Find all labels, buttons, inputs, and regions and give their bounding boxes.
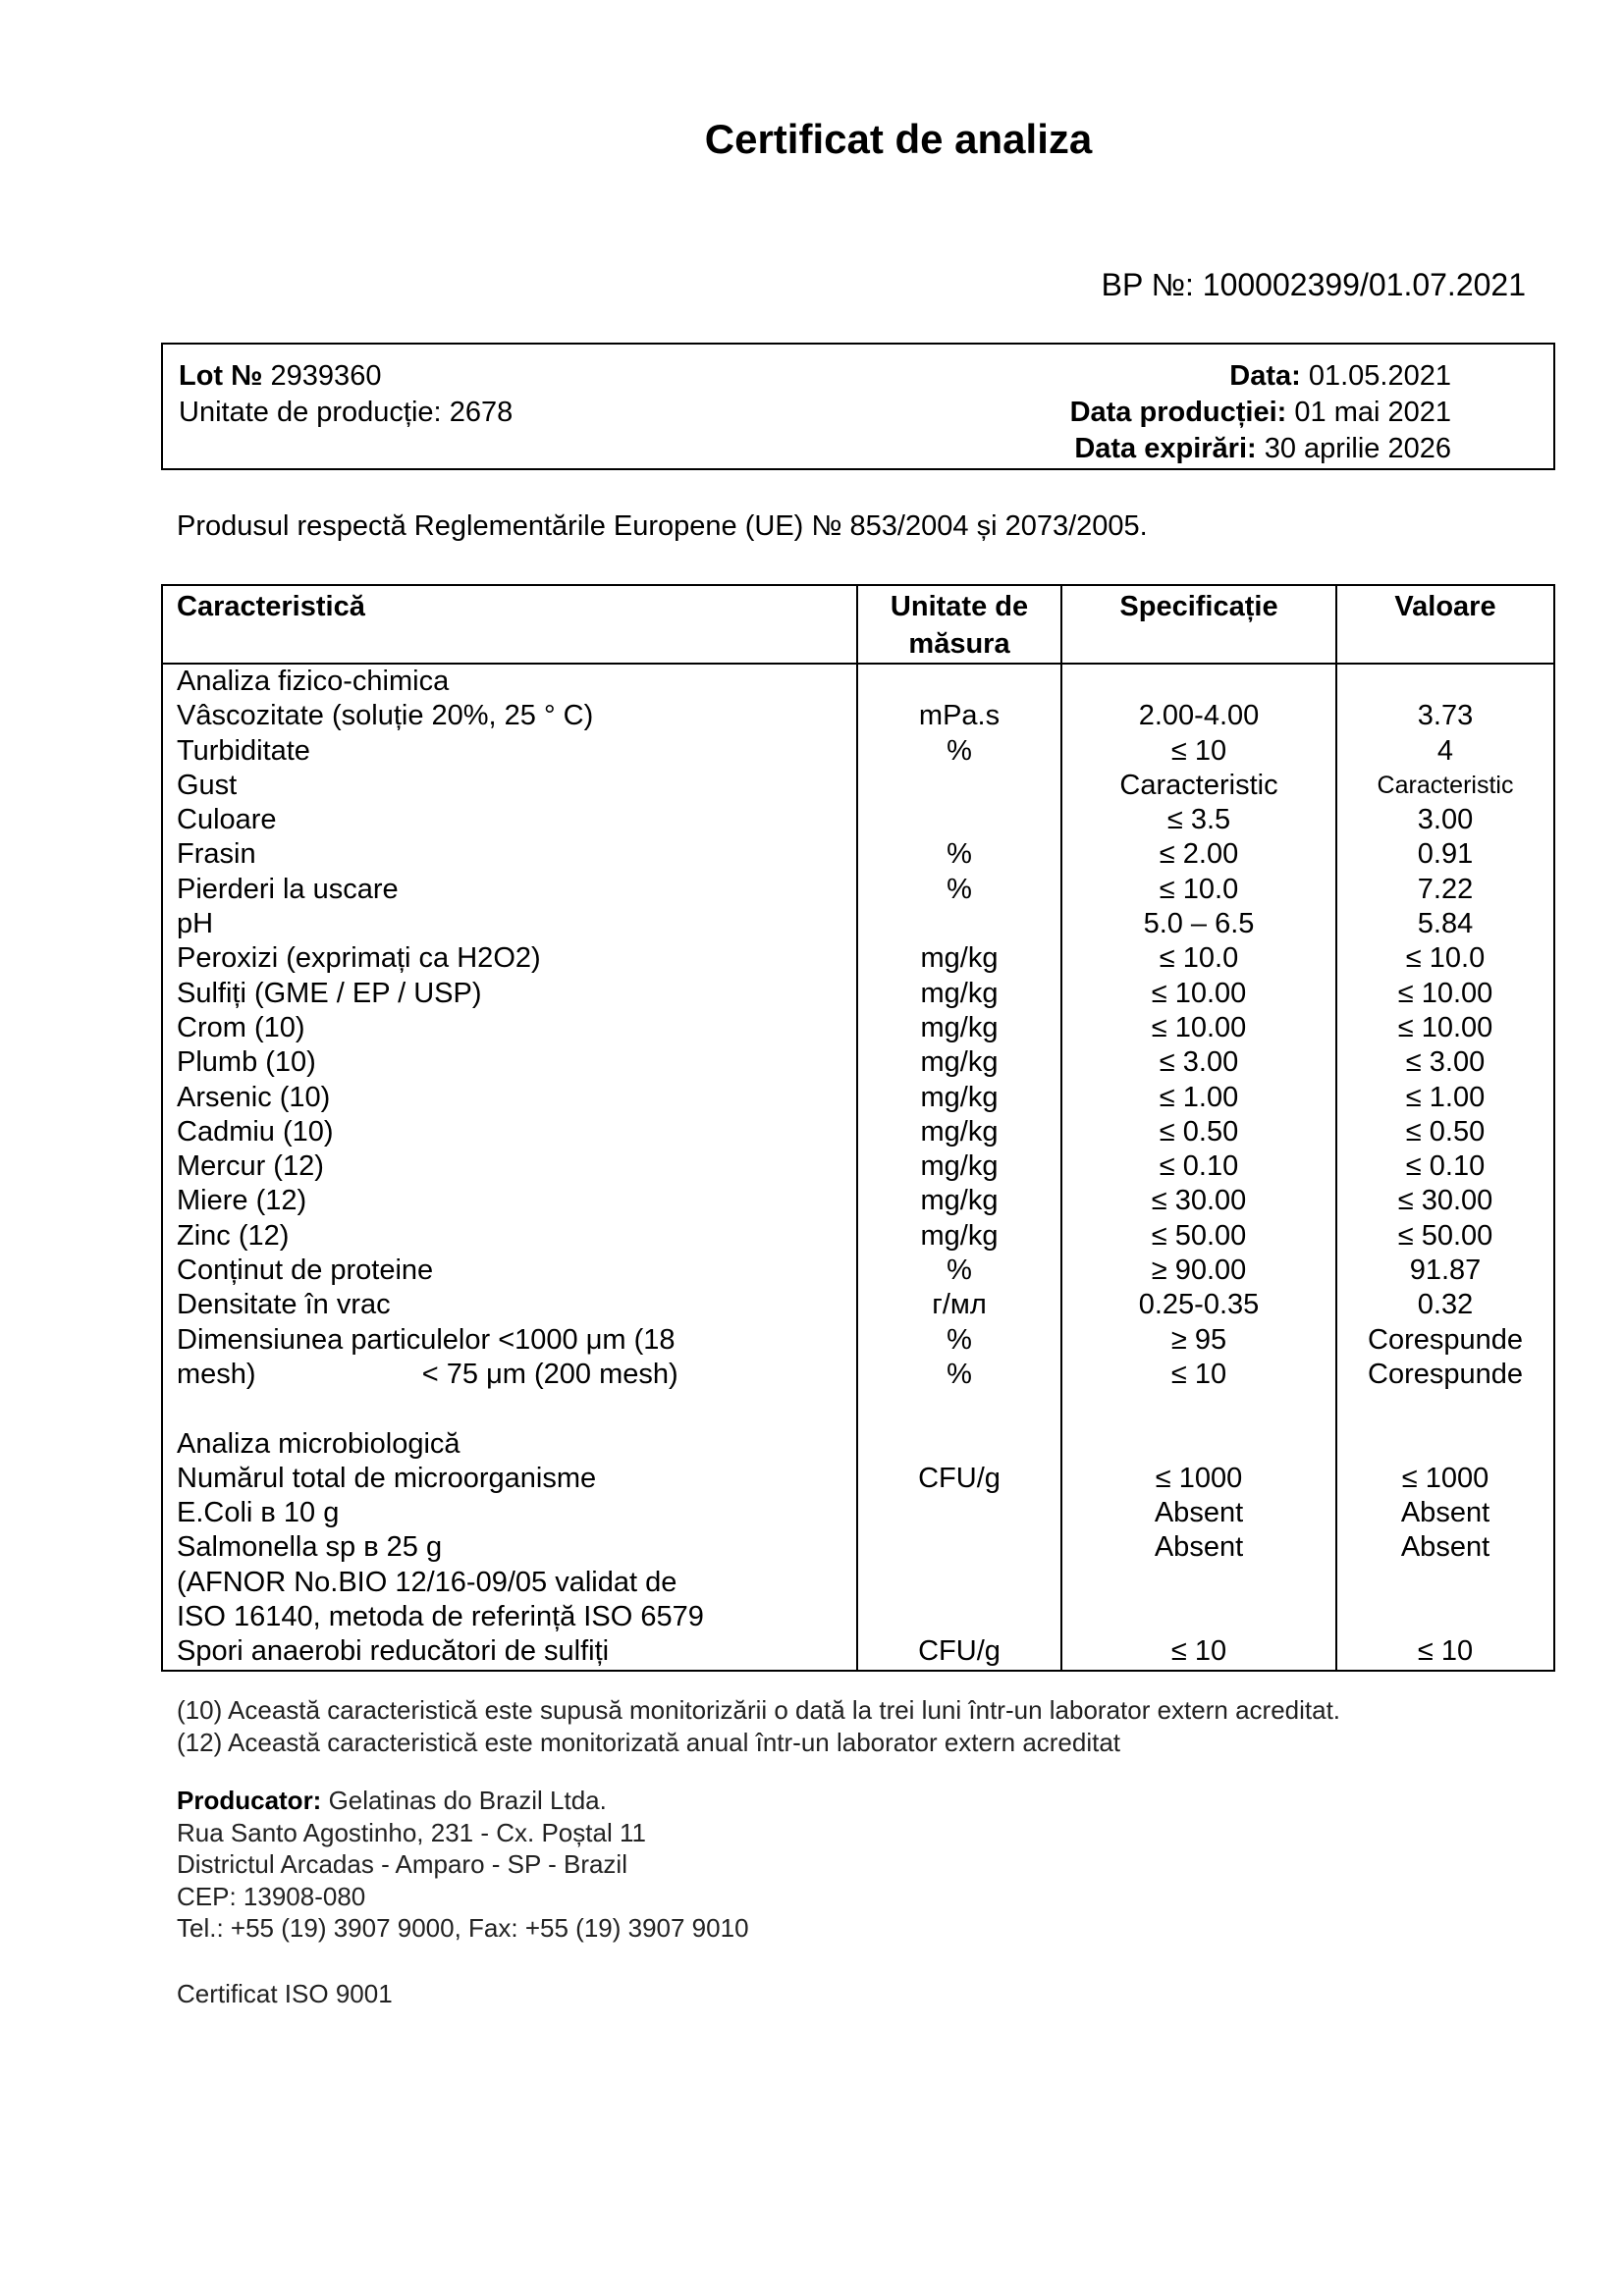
unit-cell: mg/kg — [857, 1149, 1061, 1184]
producer-line — [177, 1785, 749, 1817]
specification-cell — [1061, 1566, 1336, 1600]
section-microbiological — [162, 1427, 1554, 1462]
unit-cell: mg/kg — [857, 977, 1061, 1011]
empty-cell — [162, 1392, 857, 1426]
table-row — [162, 1530, 1554, 1565]
empty-cell — [1061, 664, 1336, 699]
value-cell: ≤ 0.10 — [1336, 1149, 1554, 1184]
unit-cell — [857, 769, 1061, 803]
value-cell: ≤ 3.00 — [1336, 1045, 1554, 1080]
specification-cell: ≤ 1.00 — [1061, 1081, 1336, 1115]
specification-cell: ≤ 10 — [1061, 1634, 1336, 1670]
unit-cell: CFU/g — [857, 1462, 1061, 1496]
value-cell: ≤ 10.00 — [1336, 977, 1554, 1011]
value-cell: Corespunde — [1336, 1323, 1554, 1358]
empty-cell — [857, 1392, 1061, 1426]
footnote-10: (10) Această caracteristică este supusă monitorizării o dată la trei luni într-un laborator extern acreditat. — [177, 1695, 1341, 1725]
unit-cell: % — [857, 1254, 1061, 1288]
characteristic-cell: Arsenic (10) — [162, 1081, 857, 1115]
producer-block — [177, 1785, 749, 1945]
table-row — [162, 1634, 1554, 1670]
expiry-date-line — [1070, 431, 1451, 467]
producer-name: Gelatinas do Brazil Ltda. — [328, 1786, 607, 1815]
value-cell: ≤ 0.50 — [1336, 1115, 1554, 1149]
value-cell: 3.73 — [1336, 699, 1554, 733]
table-body — [162, 664, 1554, 1671]
characteristic-cell: Crom (10) — [162, 1011, 857, 1045]
specification-cell: ≤ 30.00 — [1061, 1184, 1336, 1218]
value-cell: 3.00 — [1336, 803, 1554, 837]
header-unit: Unitate de măsura — [857, 585, 1061, 664]
empty-cell — [1336, 1392, 1554, 1426]
producer-address-district: Districtul Arcadas - Amparo - SP - Brazil — [177, 1849, 627, 1879]
unit-cell: % — [857, 1323, 1061, 1358]
table-row — [162, 1115, 1554, 1149]
value-cell: ≤ 10.00 — [1336, 1011, 1554, 1045]
value-cell: 0.32 — [1336, 1288, 1554, 1322]
compliance-statement: Produsul respectă Reglementările Europene (UE) № 853/2004 și 2073/2005. — [177, 510, 1148, 542]
unit-cell — [857, 803, 1061, 837]
value-cell: 7.22 — [1336, 873, 1554, 907]
unit-cell: mg/kg — [857, 1081, 1061, 1115]
characteristic-cell: Culoare — [162, 803, 857, 837]
characteristic-cell: Cadmiu (10) — [162, 1115, 857, 1149]
characteristic-cell: Plumb (10) — [162, 1045, 857, 1080]
unit-cell: mg/kg — [857, 1011, 1061, 1045]
empty-cell — [1336, 664, 1554, 699]
specification-cell: ≤ 3.5 — [1061, 803, 1336, 837]
characteristic-cell: Peroxizi (exprimați ca H2O2) — [162, 941, 857, 976]
value-cell: 0.91 — [1336, 837, 1554, 872]
characteristic-cell: Dimensiunea particulelor <1000 μm (18 — [162, 1323, 857, 1358]
table-row — [162, 941, 1554, 976]
producer-postal-code: CEP: 13908-080 — [177, 1881, 366, 1911]
value-cell: ≤ 1.00 — [1336, 1081, 1554, 1115]
value-cell: Corespunde — [1336, 1358, 1554, 1392]
bp-number: BP №: 100002399/01.07.2021 — [1101, 267, 1526, 302]
characteristic-cell: Densitate în vrac — [162, 1288, 857, 1322]
specification-cell: 0.25-0.35 — [1061, 1288, 1336, 1322]
characteristic-cell: Spori anaerobi reducători de sulfiți — [162, 1634, 857, 1670]
empty-cell — [857, 1427, 1061, 1462]
specification-cell: ≤ 10 — [1061, 1358, 1336, 1392]
value-cell — [1336, 1600, 1554, 1634]
table-header-row — [162, 585, 1554, 664]
characteristic-cell: Miere (12) — [162, 1184, 857, 1218]
table-row — [162, 837, 1554, 872]
unit-cell: CFU/g — [857, 1634, 1061, 1670]
unit-cell — [857, 1566, 1061, 1600]
unit-cell: mg/kg — [857, 1219, 1061, 1254]
unit-cell — [857, 1496, 1061, 1530]
specification-cell: ≤ 0.10 — [1061, 1149, 1336, 1184]
empty-cell — [1061, 1427, 1336, 1462]
table-row — [162, 734, 1554, 769]
footnotes — [177, 1694, 1340, 1759]
table-row — [162, 873, 1554, 907]
table-row — [162, 803, 1554, 837]
specification-cell: ≤ 50.00 — [1061, 1219, 1336, 1254]
value-cell: ≤ 10.0 — [1336, 941, 1554, 976]
table-row — [162, 699, 1554, 733]
lot-info-left — [179, 358, 513, 431]
producer-label: Producator: — [177, 1786, 322, 1815]
table-row — [162, 1288, 1554, 1322]
value-cell: Absent — [1336, 1530, 1554, 1565]
production-date-value: 01 mai 2021 — [1294, 397, 1451, 428]
unit-cell: % — [857, 1358, 1061, 1392]
lot-label: Lot № — [179, 360, 263, 392]
table-row — [162, 1496, 1554, 1530]
producer-phone-fax: Tel.: +55 (19) 3907 9000, Fax: +55 (19) 3907 9010 — [177, 1913, 749, 1943]
table-row — [162, 1184, 1554, 1218]
production-unit-label: Unitate de producție: — [179, 397, 442, 428]
value-cell: ≤ 10 — [1336, 1634, 1554, 1670]
lot-value: 2939360 — [270, 360, 382, 392]
characteristic-cell: Mercur (12) — [162, 1149, 857, 1184]
table-row — [162, 1254, 1554, 1288]
unit-cell: mg/kg — [857, 1045, 1061, 1080]
specification-cell: ≤ 2.00 — [1061, 837, 1336, 872]
characteristic-cell: Pierderi la uscare — [162, 873, 857, 907]
specification-cell: ≤ 3.00 — [1061, 1045, 1336, 1080]
value-cell: 5.84 — [1336, 907, 1554, 941]
table-row — [162, 1462, 1554, 1496]
table-row — [162, 1323, 1554, 1358]
header-specification: Specificație — [1061, 585, 1336, 664]
date-label: Data: — [1229, 360, 1301, 392]
section-heading: Analiza microbiologică — [162, 1427, 857, 1462]
value-cell: 4 — [1336, 734, 1554, 769]
specification-cell: ≥ 90.00 — [1061, 1254, 1336, 1288]
unit-cell: mg/kg — [857, 1184, 1061, 1218]
lot-line — [179, 358, 513, 395]
unit-cell — [857, 1600, 1061, 1634]
specification-cell: ≥ 95 — [1061, 1323, 1336, 1358]
specification-cell: Absent — [1061, 1530, 1336, 1565]
characteristic-cell: Conținut de proteine — [162, 1254, 857, 1288]
lot-info-box — [161, 343, 1555, 470]
characteristic-cell: Gust — [162, 769, 857, 803]
characteristic-cell: Zinc (12) — [162, 1219, 857, 1254]
specification-cell: ≤ 0.50 — [1061, 1115, 1336, 1149]
specification-cell: ≤ 1000 — [1061, 1462, 1336, 1496]
specification-cell: ≤ 10.0 — [1061, 873, 1336, 907]
iso-certification: Certificat ISO 9001 — [177, 1979, 393, 2008]
characteristic-cell: mesh) < 75 μm (200 mesh) — [162, 1358, 857, 1392]
specification-cell: ≤ 10.0 — [1061, 941, 1336, 976]
value-cell: ≤ 30.00 — [1336, 1184, 1554, 1218]
table-row — [162, 907, 1554, 941]
specification-cell: 5.0 – 6.5 — [1061, 907, 1336, 941]
production-date-label: Data producției: — [1069, 397, 1287, 428]
unit-cell: % — [857, 873, 1061, 907]
expiry-date-value: 30 aprilie 2026 — [1264, 433, 1451, 464]
specification-cell: ≤ 10.00 — [1061, 1011, 1336, 1045]
characteristic-cell: pH — [162, 907, 857, 941]
table-row — [162, 1011, 1554, 1045]
empty-cell — [1061, 1392, 1336, 1426]
specification-cell: ≤ 10 — [1061, 734, 1336, 769]
table-row — [162, 1045, 1554, 1080]
specification-cell: 2.00-4.00 — [1061, 699, 1336, 733]
unit-cell: % — [857, 837, 1061, 872]
table-row — [162, 977, 1554, 1011]
production-unit-line — [179, 395, 513, 431]
specification-cell: Caracteristic — [1061, 769, 1336, 803]
table-row — [162, 1081, 1554, 1115]
characteristic-cell: E.Coli в 10 g — [162, 1496, 857, 1530]
specification-cell — [1061, 1600, 1336, 1634]
table-row — [162, 1149, 1554, 1184]
document-title: Certificat de analiza — [704, 116, 1093, 162]
unit-cell: mg/kg — [857, 941, 1061, 976]
section-heading: Analiza fizico-chimica — [162, 664, 857, 699]
value-cell: ≤ 50.00 — [1336, 1219, 1554, 1254]
production-date-line — [1070, 395, 1451, 431]
empty-cell — [857, 664, 1061, 699]
unit-cell: % — [857, 734, 1061, 769]
value-cell — [1336, 1566, 1554, 1600]
characteristic-cell: Vâscozitate (soluție 20%, 25 ° C) — [162, 699, 857, 733]
unit-cell: mg/kg — [857, 1115, 1061, 1149]
value-cell: Absent — [1336, 1496, 1554, 1530]
analysis-table — [161, 584, 1555, 1672]
date-line — [1070, 358, 1451, 395]
characteristic-cell: Salmonella sp в 25 g — [162, 1530, 857, 1565]
characteristic-cell: Frasin — [162, 837, 857, 872]
characteristic-cell: Numărul total de microorganisme — [162, 1462, 857, 1496]
lot-info-right — [1070, 358, 1451, 467]
header-characteristic: Caracteristică — [162, 585, 857, 664]
expiry-date-label: Data expirări: — [1074, 433, 1257, 464]
table-row — [162, 1219, 1554, 1254]
specification-cell: ≤ 10.00 — [1061, 977, 1336, 1011]
characteristic-cell: Turbiditate — [162, 734, 857, 769]
header-value: Valoare — [1336, 585, 1554, 664]
value-cell: ≤ 1000 — [1336, 1462, 1554, 1496]
table-row — [162, 1566, 1554, 1600]
producer-address-street: Rua Santo Agostinho, 231 - Cx. Poștal 11 — [177, 1817, 646, 1847]
unit-cell: г/мл — [857, 1288, 1061, 1322]
value-cell: 91.87 — [1336, 1254, 1554, 1288]
empty-cell — [1336, 1427, 1554, 1462]
table-row — [162, 1358, 1554, 1392]
unit-cell — [857, 907, 1061, 941]
production-unit-value: 2678 — [449, 397, 514, 428]
specification-cell: Absent — [1061, 1496, 1336, 1530]
date-value: 01.05.2021 — [1308, 360, 1451, 392]
characteristic-cell: (AFNOR No.BIO 12/16-09/05 validat de — [162, 1566, 857, 1600]
spacer-row — [162, 1392, 1554, 1426]
characteristic-cell: ISO 16140, metoda de referință ISO 6579 — [162, 1600, 857, 1634]
value-cell: Caracteristic — [1336, 769, 1554, 803]
footnote-12: (12) Această caracteristică este monitorizată anual într-un laborator extern acreditat — [177, 1728, 1121, 1757]
section-physico-chemical — [162, 664, 1554, 699]
unit-cell: mPa.s — [857, 699, 1061, 733]
unit-cell — [857, 1530, 1061, 1565]
characteristic-cell: Sulfiți (GME / EP / USP) — [162, 977, 857, 1011]
table-row — [162, 769, 1554, 803]
table-row — [162, 1600, 1554, 1634]
